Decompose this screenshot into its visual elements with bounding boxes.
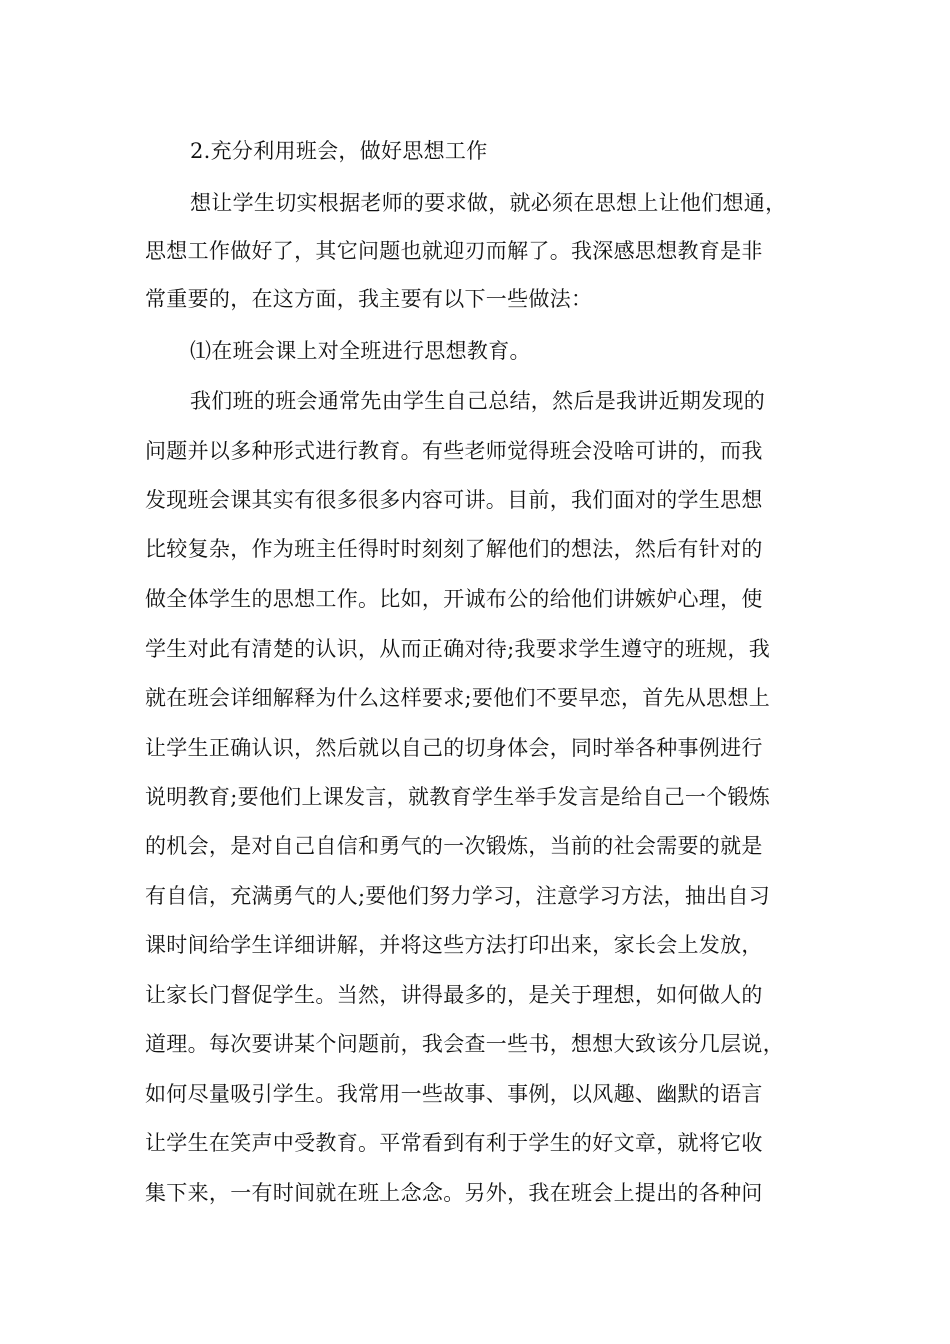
paragraph-line: 做全体学生的思想工作。比如，开诚布公的给他们讲嫉妒心理，使 bbox=[145, 587, 763, 611]
paragraph-line: 课时间给学生详细讲解，并将这些方法打印出来，家长会上发放， bbox=[145, 933, 763, 957]
paragraph-line: 比较复杂，作为班主任得时时刻刻了解他们的想法，然后有针对的 bbox=[145, 537, 763, 561]
paragraph-line: 发现班会课其实有很多很多内容可讲。目前，我们面对的学生思想 bbox=[145, 488, 763, 512]
paragraph-line: 我们班的班会通常先由学生自己总结，然后是我讲近期发现的 bbox=[190, 389, 766, 413]
paragraph-line: 集下来，一有时间就在班上念念。另外，我在班会上提出的各种问 bbox=[145, 1181, 763, 1205]
paragraph-line: 想让学生切实根据老师的要求做，就必须在思想上让他们想通， bbox=[190, 191, 787, 215]
section-heading: 2.充分利用班会，做好思想工作 bbox=[190, 139, 488, 163]
paragraph-line: 如何尽量吸引学生。我常用一些故事、事例，以风趣、幽默的语言 bbox=[145, 1082, 763, 1106]
paragraph-line: 有自信，充满勇气的人;要他们努力学习，注意学习方法，抽出自习 bbox=[145, 884, 771, 908]
paragraph-line: 学生对此有清楚的认识，从而正确对待;我要求学生遵守的班规，我 bbox=[145, 637, 771, 661]
paragraph-line: 让家长门督促学生。当然，讲得最多的，是关于理想，如何做人的 bbox=[145, 983, 763, 1007]
paragraph-line: 让学生在笑声中受教育。平常看到有利于学生的好文章，就将它收 bbox=[145, 1131, 763, 1155]
paragraph-line: 常重要的，在这方面，我主要有以下一些做法： bbox=[145, 287, 593, 311]
paragraph-line: 道理。每次要讲某个问题前，我会查一些书，想想大致该分几层说， bbox=[145, 1032, 784, 1056]
paragraph-line: 说明教育;要他们上课发言，就教育学生举手发言是给自己一个锻炼 bbox=[145, 785, 771, 809]
paragraph-line: 的机会，是对自己自信和勇气的一次锻炼，当前的社会需要的就是 bbox=[145, 834, 763, 858]
paragraph-line: 问题并以多种形式进行教育。有些老师觉得班会没啥可讲的，而我 bbox=[145, 439, 763, 463]
paragraph-line: 思想工作做好了，其它问题也就迎刃而解了。我深感思想教育是非 bbox=[145, 239, 763, 263]
paragraph-line: 就在班会详细解释为什么这样要求;要他们不要早恋，首先从思想上 bbox=[145, 686, 771, 710]
paragraph-line: 让学生正确认识，然后就以自己的切身体会，同时举各种事例进行 bbox=[145, 736, 763, 760]
subheading-line: ⑴在班会课上对全班进行思想教育。 bbox=[190, 339, 531, 363]
